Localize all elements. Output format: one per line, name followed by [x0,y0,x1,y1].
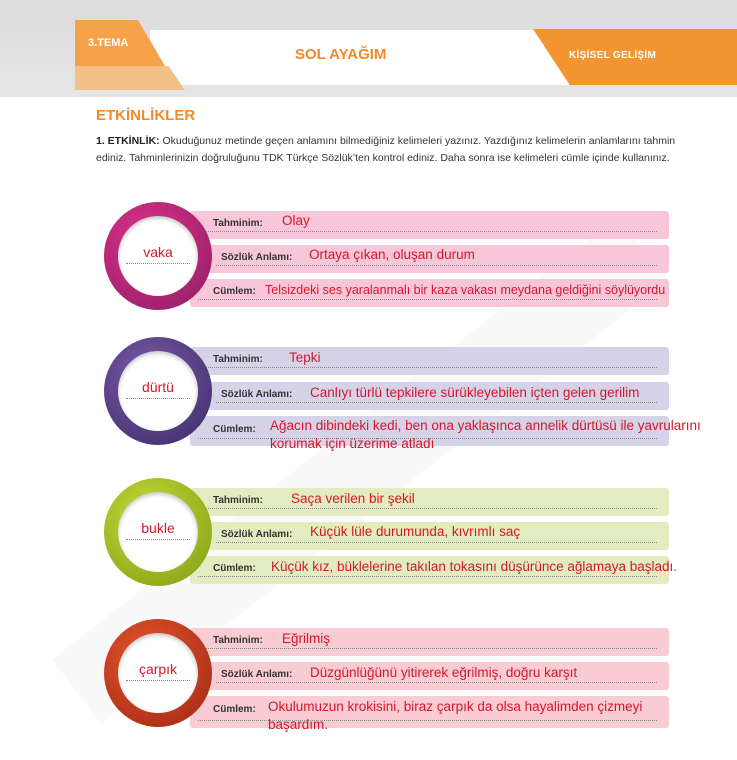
dictionary-label: Sözlük Anlamı: [221,669,293,680]
tema-label: 3.TEMA [88,37,129,49]
guess-label: Tahminim: [213,218,263,229]
guess-label: Tahminim: [213,635,263,646]
word-circle [104,478,212,586]
tema-tab-shadow [75,66,185,90]
word-circle [104,202,212,310]
word-dotted-line [126,539,190,540]
word-dotted-line [126,398,190,399]
activity-instruction [96,133,686,167]
word-text: dürtü [142,379,174,395]
sentence-answer: Telsizdeki ses yaralanmalı bir kaza vakası meydana geldiğini söylüyordu [265,283,666,297]
dictionary-answer: Canlıyı türlü tepkilere sürükleyebilen içten gelen gerilim [310,385,640,400]
word-circle [104,619,212,727]
instruction-text: Okuduğunuz metinde geçen anlamını bilmediğiniz kelimeleri yazınız. Yazdığınız kelimelerin anlamlarını tahmin ediniz. Tahminlerinizin doğruluğunu TDK Türkçe Sözlük’ten kontrol ediniz. Daha sonra ise kelimeleri cümle içinde kullanınız. [96,135,676,164]
sentence-label: Cümlem: [213,563,256,574]
guess-answer: Saça verilen bir şekil [291,491,415,506]
word-circle-inner [118,216,198,296]
word-circle-inner [118,351,198,431]
sentence-answer: Küçük kız, büklelerine takılan tokasını düşürünce ağlamaya başladı. [271,559,677,574]
word-text: bukle [141,520,175,536]
sentence-label: Cümlem: [213,704,256,715]
guess-answer: Olay [282,213,310,228]
dictionary-answer: Küçük lüle durumunda, kıvrımlı saç [310,524,521,539]
word-dotted-line [126,680,190,681]
dictionary-label: Sözlük Anlamı: [221,529,293,540]
guess-label: Tahminim: [213,354,263,365]
sentence-answer: Ağacın dibindeki kedi, ben ona yaklaşınca annelik dürtüsü ile yavrularını korumak için üzerime atladı [270,418,701,451]
activity-label: 1. ETKİNLİK: [96,135,160,147]
dictionary-label: Sözlük Anlamı: [221,389,293,400]
page-title: SOL AYAĞIM [295,46,387,63]
word-circle-inner [118,633,198,713]
dictionary-answer: Ortaya çıkan, oluşan durum [309,247,475,262]
topic-label: KİŞİSEL GELİŞİM [569,50,657,61]
word-text: vaka [143,244,173,260]
word-dotted-line [126,263,190,264]
word-circle-inner [118,492,198,572]
guess-answer: Tepki [289,350,321,365]
guess-label: Tahminim: [213,495,263,506]
dictionary-answer: Düzgünlüğünü yitirerek eğrilmiş, doğru karşıt [310,665,578,680]
guess-answer: Eğrilmiş [282,631,331,646]
word-text: çarpık [138,661,178,677]
word-circle [104,337,212,445]
sentence-label: Cümlem: [213,424,256,435]
sentence-answer: Okulumuzun krokisini, biraz çarpık da olsa hayalimden çizmeyi başardım. [268,699,643,732]
section-title: ETKİNLİKLER [96,107,196,124]
dictionary-label: Sözlük Anlamı: [221,252,293,263]
sentence-label: Cümlem: [213,286,256,297]
